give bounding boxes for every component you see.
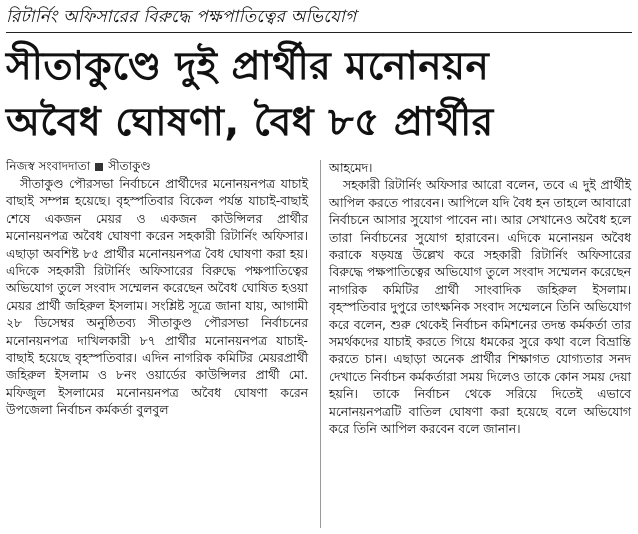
kicker-divider [6, 32, 632, 33]
article-paragraph: সীতাকুণ্ড পৌরসভা নির্বাচনে প্রার্থীদের মনোনয়নপত্র যাচাই বাছাই সম্পন্ন হয়েছে। বৃহস্পতিবার বিকেল পর্যন্ত যাচাই-বাছাই শেষে একজন মেয়র ও একজন কাউন্সিলর প্রার্থীর মনোনয়নপত্র অবৈধ ঘোষণা করেন সহকারী রিটার্নিং অফিসার। এছাড়া অবশিষ্ট ৮৫ প্রার্থীর মনোনয়নপত্র বৈধ ঘোষণা করা হয়। এদিকে সহকারী রিটার্নিং অফিসারের বিরুদ্ধে পক্ষপাতিত্বের অভিযোগ তুলে সংবাদ সম্মেলন করেছেন অবৈধ ঘোষিত হওয়া মেয়র প্রার্থী জহিরুল ইসলাম। সংশ্লিষ্ট সূত্রে জানা যায়, আগামী ২৮ ডিসেম্বর অনুষ্ঠিতব্য সীতাকুণ্ড পৌরসভা নির্বাচনের মনোনয়নপত্র দাখিলকারী ৮৭ প্রার্থীর মনোনয়নপত্র যাচাই-বাছাই হয়েছে বৃহস্পতিবার। এদিন নাগরিক কমিটির মেয়রপ্রার্থী জহিরুল ইসলাম ও ৮নং ওয়ার্ডের কাউন্সিলর প্রার্থী মো. মফিজুল ইসলামের মনোনয়নপত্র অবৈধ ঘোষণা করেন উপজেলা নির্বাচন কর্মকর্তা বুলবুল [6, 177, 308, 418]
reporter-label: নিজস্ব সংবাদদাতা [6, 159, 91, 173]
article-column-right [329, 160, 631, 439]
byline-square-icon [95, 163, 103, 171]
headline-line-1: সীতাকুণ্ডে দুই প্রার্থীর মনোনয়ন [6, 44, 490, 89]
article-paragraph-continued: আহমেদ। [329, 161, 373, 175]
article-paragraph: সহকারী রিটার্নিং অফিসার আরো বলেন, তবে এ দুই প্রার্থীই আপিল করতে পারবেন। আপিলে যদি বৈধ হন তাহলে আবারো নির্বাচনে আসার সুযোগ পাবেন না। আর সেখানেও অবৈধ হলে তারা নির্বাচনের সুযোগ হারাবেন। এদিকে মনোনয়ন অবৈধ করাকে ষড়যন্ত্র উল্লেখ করে সহকারী রিটার্নিং অফিসারের বিরুদ্ধে পক্ষপাতিত্বের অভিযোগ তুলে সংবাদ সম্মেলন করেছেন নাগরিক কমিটির প্রার্থী সাংবাদিক জহিরুল ইসলাম। বৃহস্পতিবার দুপুরে তাৎক্ষনিক সংবাদ সম্মেলনে তিনি অভিযোগ করে বলেন, শুরু থেকেই নির্বাচন কমিশনের তদন্ত কর্মকর্তা তার সমর্থকদের যাচাই করতে গিয়ে ধমকের সুরে কথা বলে বিভ্রান্তি করতে চান। এছাড়া অনেক প্রার্থীর শিক্ষাগত যোগ্যতার সনদ দেখাতে নির্বাচন কর্মকর্তারা সময় দিলেও তাকে কোন সময় দেয়া হয়নি। তাকে নির্বাচন থেকে সরিয়ে দিতেই এভাবে মনোনয়নপত্রটি বাতিল ঘোষণা করা হয়েছে বলে অভিযোগ করে তিনি আপিল করবেন বলে জানান। [329, 178, 631, 437]
headline-line-2: অবৈধ ঘোষণা, বৈধ ৮৫ প্রার্থীর [6, 100, 494, 145]
article-column-left [6, 176, 308, 420]
column-divider [320, 160, 321, 528]
kicker-line: রিটার্নিং অফিসারের বিরুদ্ধে পক্ষপাতিত্বের অভিযোগ [6, 7, 357, 27]
byline [6, 158, 151, 174]
dateline-location: সীতাকুণ্ড [108, 159, 151, 173]
